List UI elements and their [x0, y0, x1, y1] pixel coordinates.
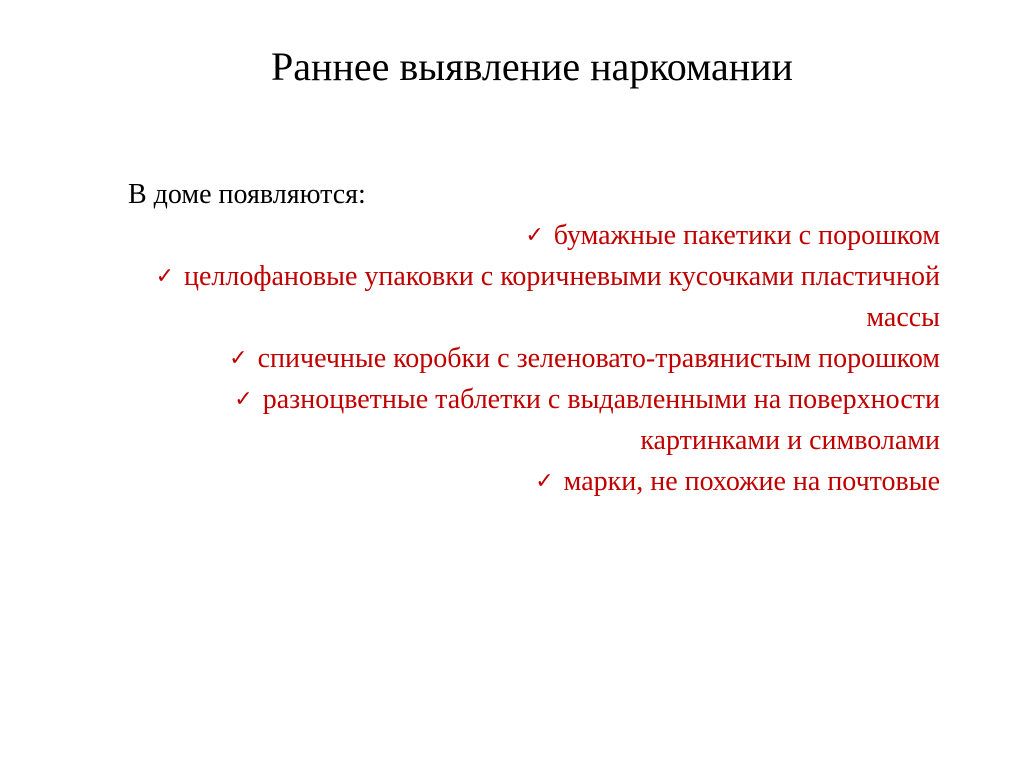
- list-item-text: разноцветные таблетки с выдавленными на поверхности картинками и символами: [262, 384, 940, 456]
- slide-title: Раннее выявление наркомании: [271, 44, 793, 89]
- list-item-text: марки, не похожие на почтовые: [563, 466, 940, 497]
- list-item-text: целлофановые упаковки с коричневыми кусочками пластичной массы: [184, 261, 940, 333]
- list-item: [128, 379, 940, 461]
- checkmark-icon: ✓: [535, 469, 554, 494]
- list-item: [128, 338, 940, 379]
- checkmark-icon: ✓: [234, 387, 253, 412]
- checklist: [128, 215, 940, 502]
- checkmark-icon: ✓: [229, 346, 248, 371]
- list-item-text: бумажные пакетики с порошком: [553, 220, 940, 251]
- list-item: [128, 461, 940, 502]
- slide-content: [128, 174, 940, 502]
- checkmark-icon: ✓: [525, 223, 544, 248]
- list-item: [128, 256, 940, 338]
- checkmark-icon: ✓: [155, 264, 174, 289]
- list-item-text: спичечные коробки с зеленовато-травянистым порошком: [257, 343, 940, 374]
- intro-text: В доме появляются:: [128, 179, 366, 210]
- list-item: [128, 215, 940, 256]
